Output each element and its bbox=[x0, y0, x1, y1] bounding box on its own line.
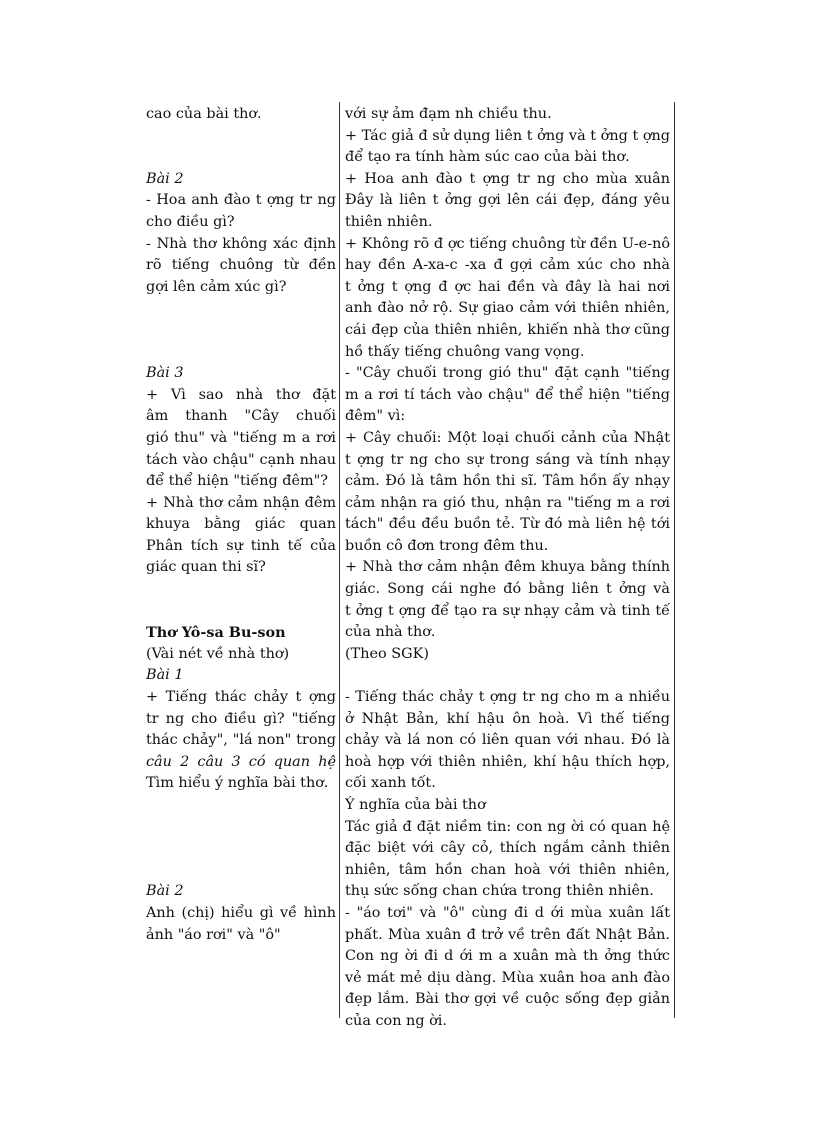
answer-line: t ợng tr ng cho sự trong sáng và tính nhạy bbox=[345, 451, 670, 468]
answer-line: - "áo tơi" và "ô" cùng đi d ới mùa xuân lất bbox=[345, 904, 670, 921]
answer-line: - "Cây chuối trong gió thu" đặt cạnh "tiếng bbox=[345, 365, 670, 382]
answer-line: đặc biệt với cây cỏ, thích ngắm cảnh thiên bbox=[345, 840, 670, 857]
answer-line: để tạo ra tính hàm súc cao của bài thơ. bbox=[345, 149, 630, 166]
question-line: cho điều gì? bbox=[146, 213, 235, 230]
column-divider-right bbox=[674, 102, 675, 1018]
question-line: gợi lên cảm xúc gì? bbox=[146, 278, 287, 295]
answer-line: buồn cô đơn trong đêm thu. bbox=[345, 537, 549, 554]
blank-line bbox=[146, 795, 336, 817]
blank-line bbox=[146, 126, 336, 148]
question-line: cao của bài thơ. bbox=[146, 106, 262, 122]
blank-line bbox=[146, 342, 336, 364]
answer-line: + Tác giả đ sử dụng liên t ởng và t ởng t ợng bbox=[345, 127, 670, 144]
question-line: giác quan thi sĩ? bbox=[146, 559, 266, 576]
question-line: Bài 2 bbox=[146, 170, 184, 187]
answer-line: đêm" vì: bbox=[345, 408, 406, 425]
question-line: để thể hiện "tiếng đêm"? bbox=[146, 473, 328, 490]
answer-line: + Cây chuối: Một loại chuối cảnh của Nhật bbox=[345, 429, 670, 446]
question-line: âm thanh "Cây chuối bbox=[146, 408, 336, 425]
answer-line: hồ thấy tiếng chuông vang vọng. bbox=[345, 343, 585, 360]
answer-line: vẻ mát mẻ dịu dàng. Mùa xuân hoa anh đào bbox=[345, 969, 670, 986]
answer-line: hay đền A-xa-c -xa đ gợi cảm xúc cho nhà bbox=[345, 257, 670, 274]
question-line: gió thu" và "tiếng m a rơi bbox=[146, 429, 336, 446]
question-line: rõ tiếng chuông từ đền bbox=[146, 257, 336, 274]
answer-line: Đây là liên t ởng gợi lên cái đẹp, đáng yêu bbox=[345, 192, 670, 209]
question-line: câu 2 câu 3 có quan hệ bbox=[146, 753, 336, 770]
question-line: Bài 3 bbox=[146, 365, 184, 382]
question-line: ảnh "áo rơi" và "ô" bbox=[146, 926, 281, 943]
blank-line bbox=[146, 579, 336, 601]
blank-line bbox=[146, 298, 336, 320]
question-line: tr ng cho điều gì? "tiếng bbox=[146, 710, 336, 727]
question-line: thác chảy", "lá non" trong bbox=[146, 732, 336, 749]
answer-line: của nhà thơ. bbox=[345, 624, 436, 641]
answer-line: + Nhà thơ cảm nhận đêm khuya bằng thính bbox=[345, 559, 670, 576]
answer-line: (Theo SGK) bbox=[345, 645, 429, 662]
blank-line bbox=[146, 147, 336, 169]
question-line: Bài 1 bbox=[146, 667, 184, 684]
answer-line: của con ng ời. bbox=[345, 1012, 447, 1029]
answer-line: hoà hợp với thiên nhiên, khí hậu thích hợp, bbox=[345, 753, 670, 770]
answers-column bbox=[345, 104, 670, 1033]
answer-line: tách" đều đều buồn tẻ. Từ đó mà liên hệ tới bbox=[345, 516, 670, 533]
answer-line: đẹp lắm. Bài thơ gợi về cuộc sống đẹp giản bbox=[345, 991, 670, 1008]
answer-line: thụ sức sống chan chứa trong thiên nhiên. bbox=[345, 883, 654, 900]
blank-line bbox=[345, 665, 670, 687]
answer-line: anh đào nở rộ. Sự giao cảm với thiên nhiên, bbox=[345, 300, 670, 317]
question-line: Anh (chị) hiểu gì về hình bbox=[146, 904, 336, 921]
answer-line: thiên nhiên. bbox=[345, 213, 433, 230]
answer-line: giác. Song cái nghe đó bằng liên t ởng và bbox=[345, 581, 670, 598]
answer-line: cối xanh tốt. bbox=[345, 775, 436, 792]
blank-line bbox=[146, 817, 336, 839]
answer-line: nhiên, tâm hồn chan hoà với thiên nhiên, bbox=[345, 861, 670, 878]
answer-line: phất. Mùa xuân đ trở về trên đất Nhật Bản. bbox=[345, 926, 670, 943]
question-line: + Tiếng thác chảy t ợng bbox=[146, 689, 336, 706]
question-line: - Nhà thơ không xác định bbox=[146, 235, 336, 252]
answer-line: ở Nhật Bản, khí hậu ôn hoà. Vì thế tiếng bbox=[345, 710, 670, 727]
answer-line: - Tiếng thác chảy t ợng tr ng cho m a nhiều bbox=[345, 689, 670, 706]
answer-line: + Không rõ đ ợc tiếng chuông từ đền U-e-nô bbox=[345, 235, 670, 252]
question-line: khuya bằng giác quan bbox=[146, 516, 336, 533]
answer-line: Con ng ời đi d ới m a xuân mà th ởng thức bbox=[345, 948, 670, 965]
questions-column bbox=[146, 104, 336, 946]
blank-line bbox=[146, 860, 336, 882]
question-line: Tìm hiểu ý nghĩa bài thơ. bbox=[146, 775, 329, 792]
blank-line bbox=[146, 320, 336, 342]
question-line: + Nhà thơ cảm nhận đêm bbox=[146, 494, 336, 511]
question-line: (Vài nét về nhà thơ) bbox=[146, 645, 290, 662]
answer-line: chảy và lá non có liên quan với nhau. Đó là bbox=[345, 732, 670, 749]
answer-line: Tác giả đ đặt niềm tin: con ng ời có quan hệ bbox=[345, 818, 670, 835]
question-line: - Hoa anh đào t ợng tr ng bbox=[146, 192, 336, 209]
blank-line bbox=[146, 601, 336, 623]
question-line: Thơ Yô-sa Bu-son bbox=[146, 624, 286, 642]
answer-line: với sự ảm đạm nh chiều thu. bbox=[345, 106, 552, 122]
question-line: + Vì sao nhà thơ đặt bbox=[146, 386, 336, 403]
blank-line bbox=[146, 838, 336, 860]
column-divider-left bbox=[339, 102, 340, 1018]
answer-line: cái đẹp của thiên nhiên, khiến nhà thơ cũng bbox=[345, 321, 670, 338]
answer-line: cảm. Đó là tâm hồn thi sĩ. Tâm hồn ấy nhạy bbox=[345, 473, 670, 490]
answer-line: Ý nghĩa của bài thơ bbox=[345, 797, 486, 813]
answer-line: + Hoa anh đào t ợng tr ng cho mùa xuân bbox=[345, 170, 670, 187]
answer-line: cảm nhận ra gió thu, nhận ra "tiếng m a rơi bbox=[345, 494, 670, 511]
question-line: tách vào chậu" cạnh nhau bbox=[146, 451, 336, 468]
answer-line: t ởng t ợng đ ợc hai đền và đây là hai nơi bbox=[345, 278, 670, 295]
answer-line: m a rơi tí tách vào chậu" để thể hiện "tiếng bbox=[345, 386, 670, 403]
question-line: Phân tích sự tinh tế của bbox=[146, 537, 336, 554]
answer-line: t ởng t ợng để tạo ra sự nhạy cảm và tinh tế bbox=[345, 602, 670, 619]
question-line: Bài 2 bbox=[146, 883, 184, 900]
